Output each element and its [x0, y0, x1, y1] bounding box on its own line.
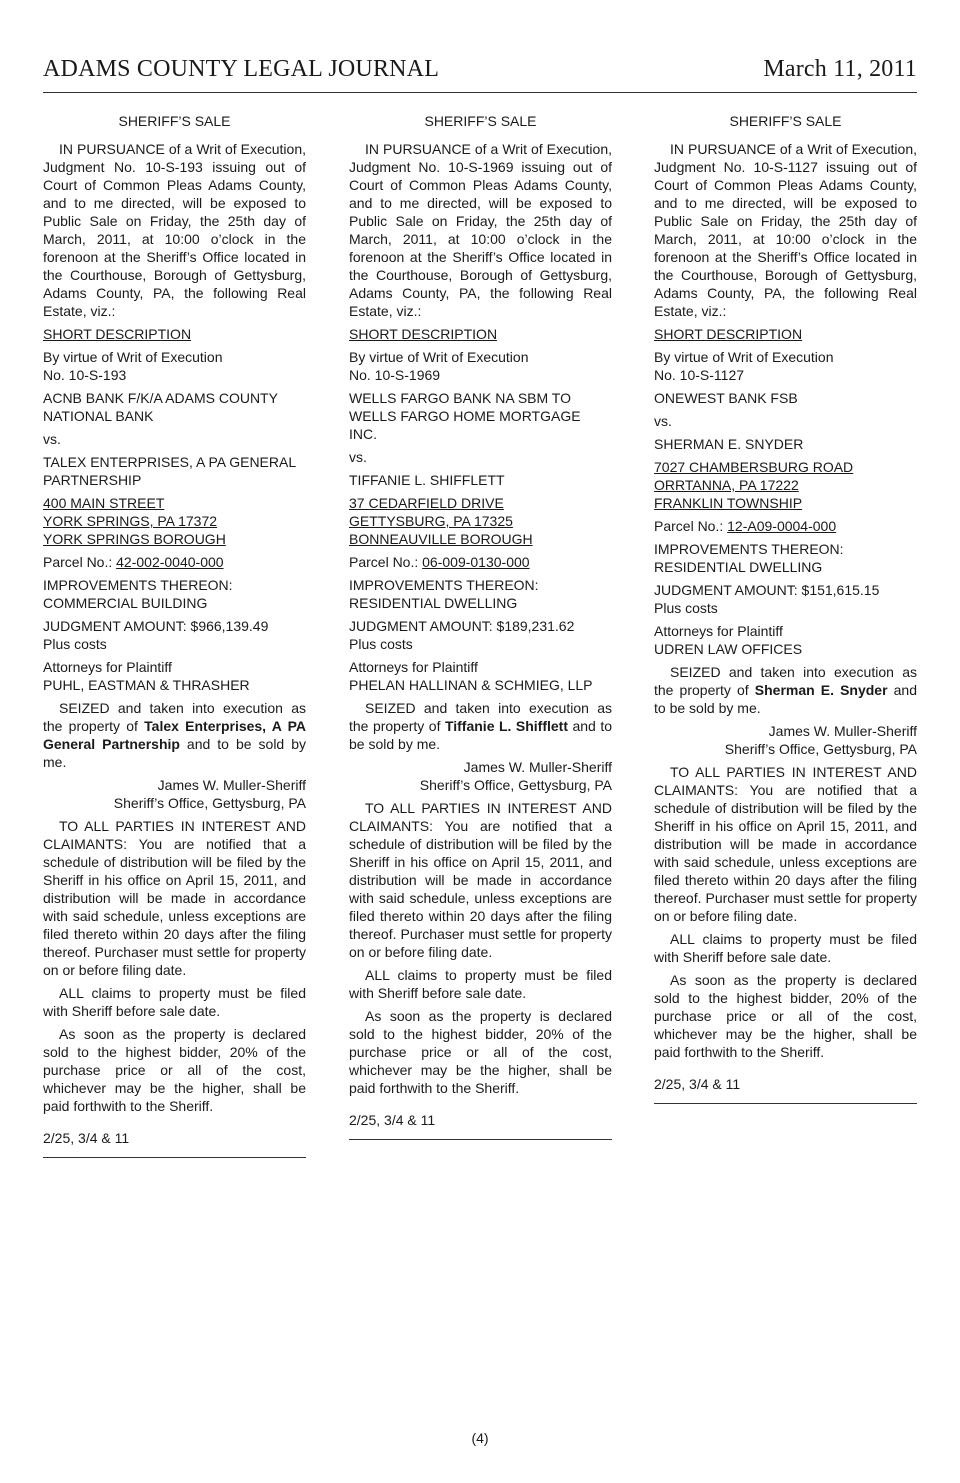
improvements-label: IMPROVEMENTS THEREON:: [43, 577, 233, 593]
notice-heading: SHERIFF’S SALE: [729, 113, 842, 129]
seized-text: SEIZED and taken into execution as the property of: [654, 664, 917, 698]
judgment-amount: JUDGMENT AMOUNT: $966,139.49: [43, 618, 269, 634]
sheriff-office: Sheriff’s Office, Gettysburg, PA: [113, 795, 306, 811]
property-address: [43, 494, 306, 548]
notice-intro: IN PURSUANCE of a Writ of Execution, Judgment No. 10-S-193 issuing out of Court of Common Pleas Adams County, and to me directed, will be exposed to Public Sale on Friday, the 25th day of March, 2011, at 10:00 o’clock in the forenoon at the Sheriff’s Office located in the Courthouse, Borough of Gettysburg, Adams County, PA, the following Real Estate, viz.:: [43, 141, 306, 319]
writ-block: [654, 348, 917, 384]
claims-notice: ALL claims to property must be filed with Sheriff before sale date.: [349, 967, 612, 1001]
improvements: [654, 540, 917, 576]
seized-text-end: and to be sold by me.: [43, 736, 306, 770]
payment-notice: As soon as the property is declared sold to the highest bidder, 20% of the purchase price or all of the cost, whichever may be the higher, shall be paid forthwith to the Sheriff.: [349, 1008, 612, 1096]
address-line-3: BONNEAUVILLE BOROUGH: [349, 531, 533, 547]
versus: vs.: [349, 449, 367, 465]
seized-text: SEIZED and taken into execution as the property of: [43, 700, 306, 734]
divider: [43, 1157, 306, 1158]
writ-number: No. 10-S-1969: [349, 367, 441, 383]
defendant: SHERMAN E. SNYDER: [654, 436, 804, 452]
seized-statement: [654, 663, 917, 717]
property-address: [654, 458, 917, 512]
notice-intro: IN PURSUANCE of a Writ of Execution, Judgment No. 10-S-1969 issuing out of Court of Common Pleas Adams County, and to me directed, will be exposed to Public Sale on Friday, the 25th day of March, 2011, at 10:00 o’clock in the forenoon at the Sheriff’s Office located in the Courthouse, Borough of Gettysburg, Adams County, PA, the following Real Estate, viz.:: [349, 141, 612, 319]
improvements: [349, 576, 612, 612]
publication-dates: 2/25, 3/4 & 11: [43, 1130, 130, 1146]
divider: [654, 1103, 917, 1104]
notice-column-2: [349, 112, 612, 1140]
seized-text-end: and to be sold by me.: [349, 718, 612, 752]
defendant: TALEX ENTERPRISES, A PA GENERAL PARTNERSHIP: [43, 454, 296, 488]
property-owner: Talex Enterprises, A PA General Partnership: [43, 718, 306, 752]
attorneys: [43, 658, 306, 694]
short-description-label: SHORT DESCRIPTION: [349, 326, 498, 342]
address-line-2: YORK SPRINGS, PA 17372: [43, 513, 218, 529]
improvements: [43, 576, 306, 612]
address-line-2: GETTYSBURG, PA 17325: [349, 513, 513, 529]
notice-intro: IN PURSUANCE of a Writ of Execution, Judgment No. 10-S-1127 issuing out of Court of Common Pleas Adams County, and to me directed, will be exposed to Public Sale on Friday, the 25th day of March, 2011, at 10:00 o’clock in the forenoon at the Sheriff’s Office located in the Courthouse, Borough of Gettysburg, Adams County, PA, the following Real Estate, viz.:: [654, 141, 917, 319]
sheriff-office: Sheriff’s Office, Gettysburg, PA: [419, 777, 612, 793]
judgment: [43, 617, 306, 653]
publication-dates: 2/25, 3/4 & 11: [349, 1112, 436, 1128]
payment-notice: As soon as the property is declared sold to the highest bidder, 20% of the purchase price or all of the cost, whichever may be the higher, shall be paid forthwith to the Sheriff.: [43, 1026, 306, 1114]
parties-notice: TO ALL PARTIES IN INTEREST AND CLAIMANTS: You are notified that a schedule of distribution will be filed by the Sheriff in his office on April 15, 2011, and distribution will be made in accordance with said schedule, unless exceptions are filed thereto within 20 days after the filing thereof. Purchaser must settle for property on or before filing date.: [654, 764, 917, 924]
parcel: [43, 553, 306, 571]
address-line-3: FRANKLIN TOWNSHIP: [654, 495, 803, 511]
property-owner: Sherman E. Snyder: [754, 682, 888, 698]
plus-costs: Plus costs: [43, 636, 107, 652]
improvements-label: IMPROVEMENTS THEREON:: [654, 541, 844, 557]
attorneys-label: Attorneys for Plaintiff: [654, 623, 783, 639]
short-description-label: SHORT DESCRIPTION: [43, 326, 192, 342]
seized-text: SEIZED and taken into execution as the property of: [349, 700, 612, 734]
attorneys-name: PUHL, EASTMAN & THRASHER: [43, 677, 250, 693]
writ-number: No. 10-S-1127: [654, 367, 745, 383]
writ-line: By virtue of Writ of Execution: [43, 349, 223, 365]
parcel-number: 42-002-0040-000: [116, 554, 224, 570]
parties-notice: TO ALL PARTIES IN INTEREST AND CLAIMANTS: You are notified that a schedule of distribution will be filed by the Sheriff in his office on April 15, 2011, and distribution will be made in accordance with said schedule, unless exceptions are filed thereto within 20 days after the filing thereof. Purchaser must settle for property on or before filing date.: [43, 818, 306, 978]
improvements-value: RESIDENTIAL DWELLING: [654, 559, 823, 575]
property-address: [349, 494, 612, 548]
parcel: [349, 553, 612, 571]
sheriff-name: James W. Muller-Sheriff: [768, 723, 917, 739]
judgment: [349, 617, 612, 653]
address-line-1: 7027 CHAMBERSBURG ROAD: [654, 459, 854, 475]
judgment: [654, 581, 917, 617]
payment-notice: As soon as the property is declared sold to the highest bidder, 20% of the purchase price or all of the cost, whichever may be the higher, shall be paid forthwith to the Sheriff.: [654, 972, 917, 1060]
address-line-3: YORK SPRINGS BOROUGH: [43, 531, 226, 547]
plus-costs: Plus costs: [349, 636, 413, 652]
judgment-amount: JUDGMENT AMOUNT: $189,231.62: [349, 618, 575, 634]
defendant: TIFFANIE L. SHIFFLETT: [349, 472, 505, 488]
parcel-label: Parcel No.:: [349, 554, 423, 570]
publication-dates: 2/25, 3/4 & 11: [654, 1076, 741, 1092]
seized-statement: [349, 699, 612, 753]
notice-heading: SHERIFF’S SALE: [424, 113, 537, 129]
plaintiff: ONEWEST BANK FSB: [654, 390, 798, 406]
issue-date: March 11, 2011: [763, 56, 917, 82]
address-line-1: 37 CEDARFIELD DRIVE: [349, 495, 504, 511]
parcel: [654, 517, 917, 535]
attorneys-name: PHELAN HALLINAN & SCHMIEG, LLP: [349, 677, 593, 693]
parcel-label: Parcel No.:: [43, 554, 117, 570]
address-line-2: ORRTANNA, PA 17222: [654, 477, 799, 493]
writ-number: No. 10-S-193: [43, 367, 127, 383]
parcel-label: Parcel No.:: [654, 518, 728, 534]
sheriff-office: Sheriff’s Office, Gettysburg, PA: [724, 741, 917, 757]
attorneys: [349, 658, 612, 694]
improvements-label: IMPROVEMENTS THEREON:: [349, 577, 539, 593]
writ-block: [349, 348, 612, 384]
page-number: (4): [471, 1430, 489, 1446]
seized-text-end: and to be sold by me.: [654, 682, 917, 716]
claims-notice: ALL claims to property must be filed with Sheriff before sale date.: [654, 931, 917, 965]
divider: [349, 1139, 612, 1140]
notice-column-3: [654, 112, 917, 1104]
notice-column-1: [43, 112, 306, 1158]
writ-line: By virtue of Writ of Execution: [654, 349, 834, 365]
parties-notice: TO ALL PARTIES IN INTEREST AND CLAIMANTS: You are notified that a schedule of distribution will be filed by the Sheriff in his office on April 15, 2011, and distribution will be made in accordance with said schedule, unless exceptions are filed thereto within 20 days after the filing thereof. Purchaser must settle for property on or before filing date.: [349, 800, 612, 960]
writ-block: [43, 348, 306, 384]
versus: vs.: [654, 413, 672, 429]
parcel-number: 12-A09-0004-000: [727, 518, 837, 534]
writ-line: By virtue of Writ of Execution: [349, 349, 529, 365]
journal-title: ADAMS COUNTY LEGAL JOURNAL: [43, 56, 440, 82]
attorneys-label: Attorneys for Plaintiff: [349, 659, 478, 675]
short-description-label: SHORT DESCRIPTION: [654, 326, 803, 342]
attorneys-name: UDREN LAW OFFICES: [654, 641, 803, 657]
address-line-1: 400 MAIN STREET: [43, 495, 165, 511]
notice-heading: SHERIFF’S SALE: [118, 113, 231, 129]
masthead: [43, 52, 917, 93]
judgment-amount: JUDGMENT AMOUNT: $151,615.15: [654, 582, 880, 598]
plus-costs: Plus costs: [654, 600, 718, 616]
plaintiff: WELLS FARGO BANK NA SBM TO WELLS FARGO HOME MORTGAGE INC.: [349, 390, 581, 442]
parcel-number: 06-009-0130-000: [422, 554, 530, 570]
property-owner: Tiffanie L. Shifflett: [444, 718, 568, 734]
sheriff-name: James W. Muller-Sheriff: [157, 777, 306, 793]
attorneys: [654, 622, 917, 658]
improvements-value: COMMERCIAL BUILDING: [43, 595, 208, 611]
versus: vs.: [43, 431, 61, 447]
plaintiff: ACNB BANK F/K/A ADAMS COUNTY NATIONAL BANK: [43, 390, 278, 424]
attorneys-label: Attorneys for Plaintiff: [43, 659, 172, 675]
seized-statement: [43, 699, 306, 771]
improvements-value: RESIDENTIAL DWELLING: [349, 595, 518, 611]
sheriff-name: James W. Muller-Sheriff: [463, 759, 612, 775]
claims-notice: ALL claims to property must be filed with Sheriff before sale date.: [43, 985, 306, 1019]
